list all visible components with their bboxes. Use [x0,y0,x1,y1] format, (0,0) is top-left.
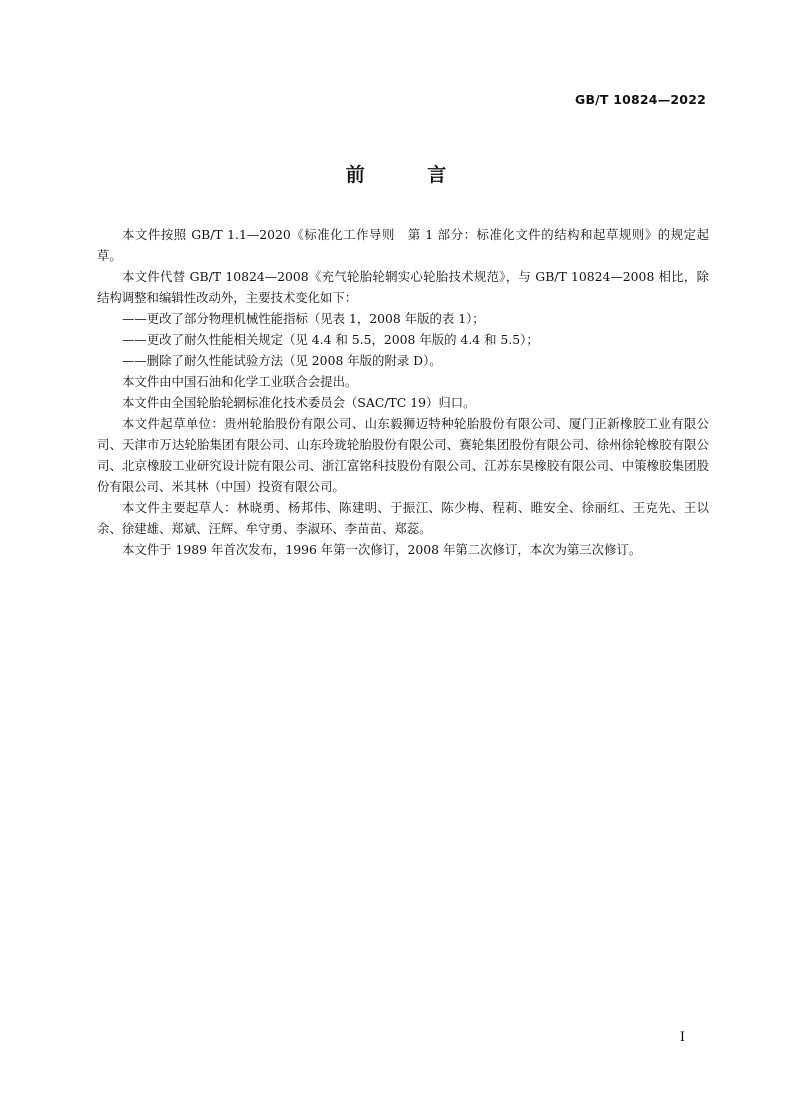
paragraph-drafting-units: 本文件起草单位：贵州轮胎股份有限公司、山东毅狮迈特种轮胎股份有限公司、厦门正新橡胶工业有限公司、天津市万达轮胎集团有限公司、山东玲珑轮胎股份有限公司、赛轮集团股份有限公司、徐州徐轮橡胶有限公司、北京橡胶工业研究设计院有限公司、浙江富铭科技股份有限公司、江苏东昊橡胶有限公司、中策橡胶集团股份有限公司、米其林（中国）投资有限公司。 [97,416,709,494]
paragraph-proposer: 本文件由中国石油和化学工业联合会提出。 [122,374,358,389]
page-number: I [679,1030,685,1045]
standard-code: GB/T 10824—2022 [574,92,706,107]
paragraph-replacement: 本文件代替 GB/T 10824—2008《充气轮胎轮辋实心轮胎技术规范》，与 GB/T 10824—2008 相比，除结构调整和编辑性改动外，主要技术变化如下： [97,269,709,305]
paragraph-drafters: 本文件主要起草人：林晓勇、杨邦伟、陈建明、于振江、陈少梅、程莉、睢安全、徐丽红、王克先、王以余、徐建雄、郑斌、汪辉、牟守勇、李淑环、李苗苗、郑蕊。 [97,500,709,536]
paragraph-drafting-rules: 本文件按照 GB/T 1.1—2020《标准化工作导则 第 1 部分：标准化文件的结构和起草规则》的规定起草。 [97,227,709,263]
change-item-3: ——删除了耐久性能试验方法（见 2008 年版的附录 D）。 [122,353,442,368]
foreword-body [97,224,709,560]
paragraph-history: 本文件于 1989 年首次发布，1996 年第一次修订，2008 年第二次修订，本次为第三次修订。 [122,542,642,557]
page-title: 前 言 [345,164,475,186]
paragraph-committee: 本文件由全国轮胎轮辋标准化技术委员会（SAC/TC 19）归口。 [122,395,476,410]
change-item-1: ——更改了部分物理机械性能指标（见表 1，2008 年版的表 1）； [122,311,485,326]
change-item-2: ——更改了耐久性能相关规定（见 4.4 和 5.5，2008 年版的 4.4 和 5.5）； [122,332,539,347]
